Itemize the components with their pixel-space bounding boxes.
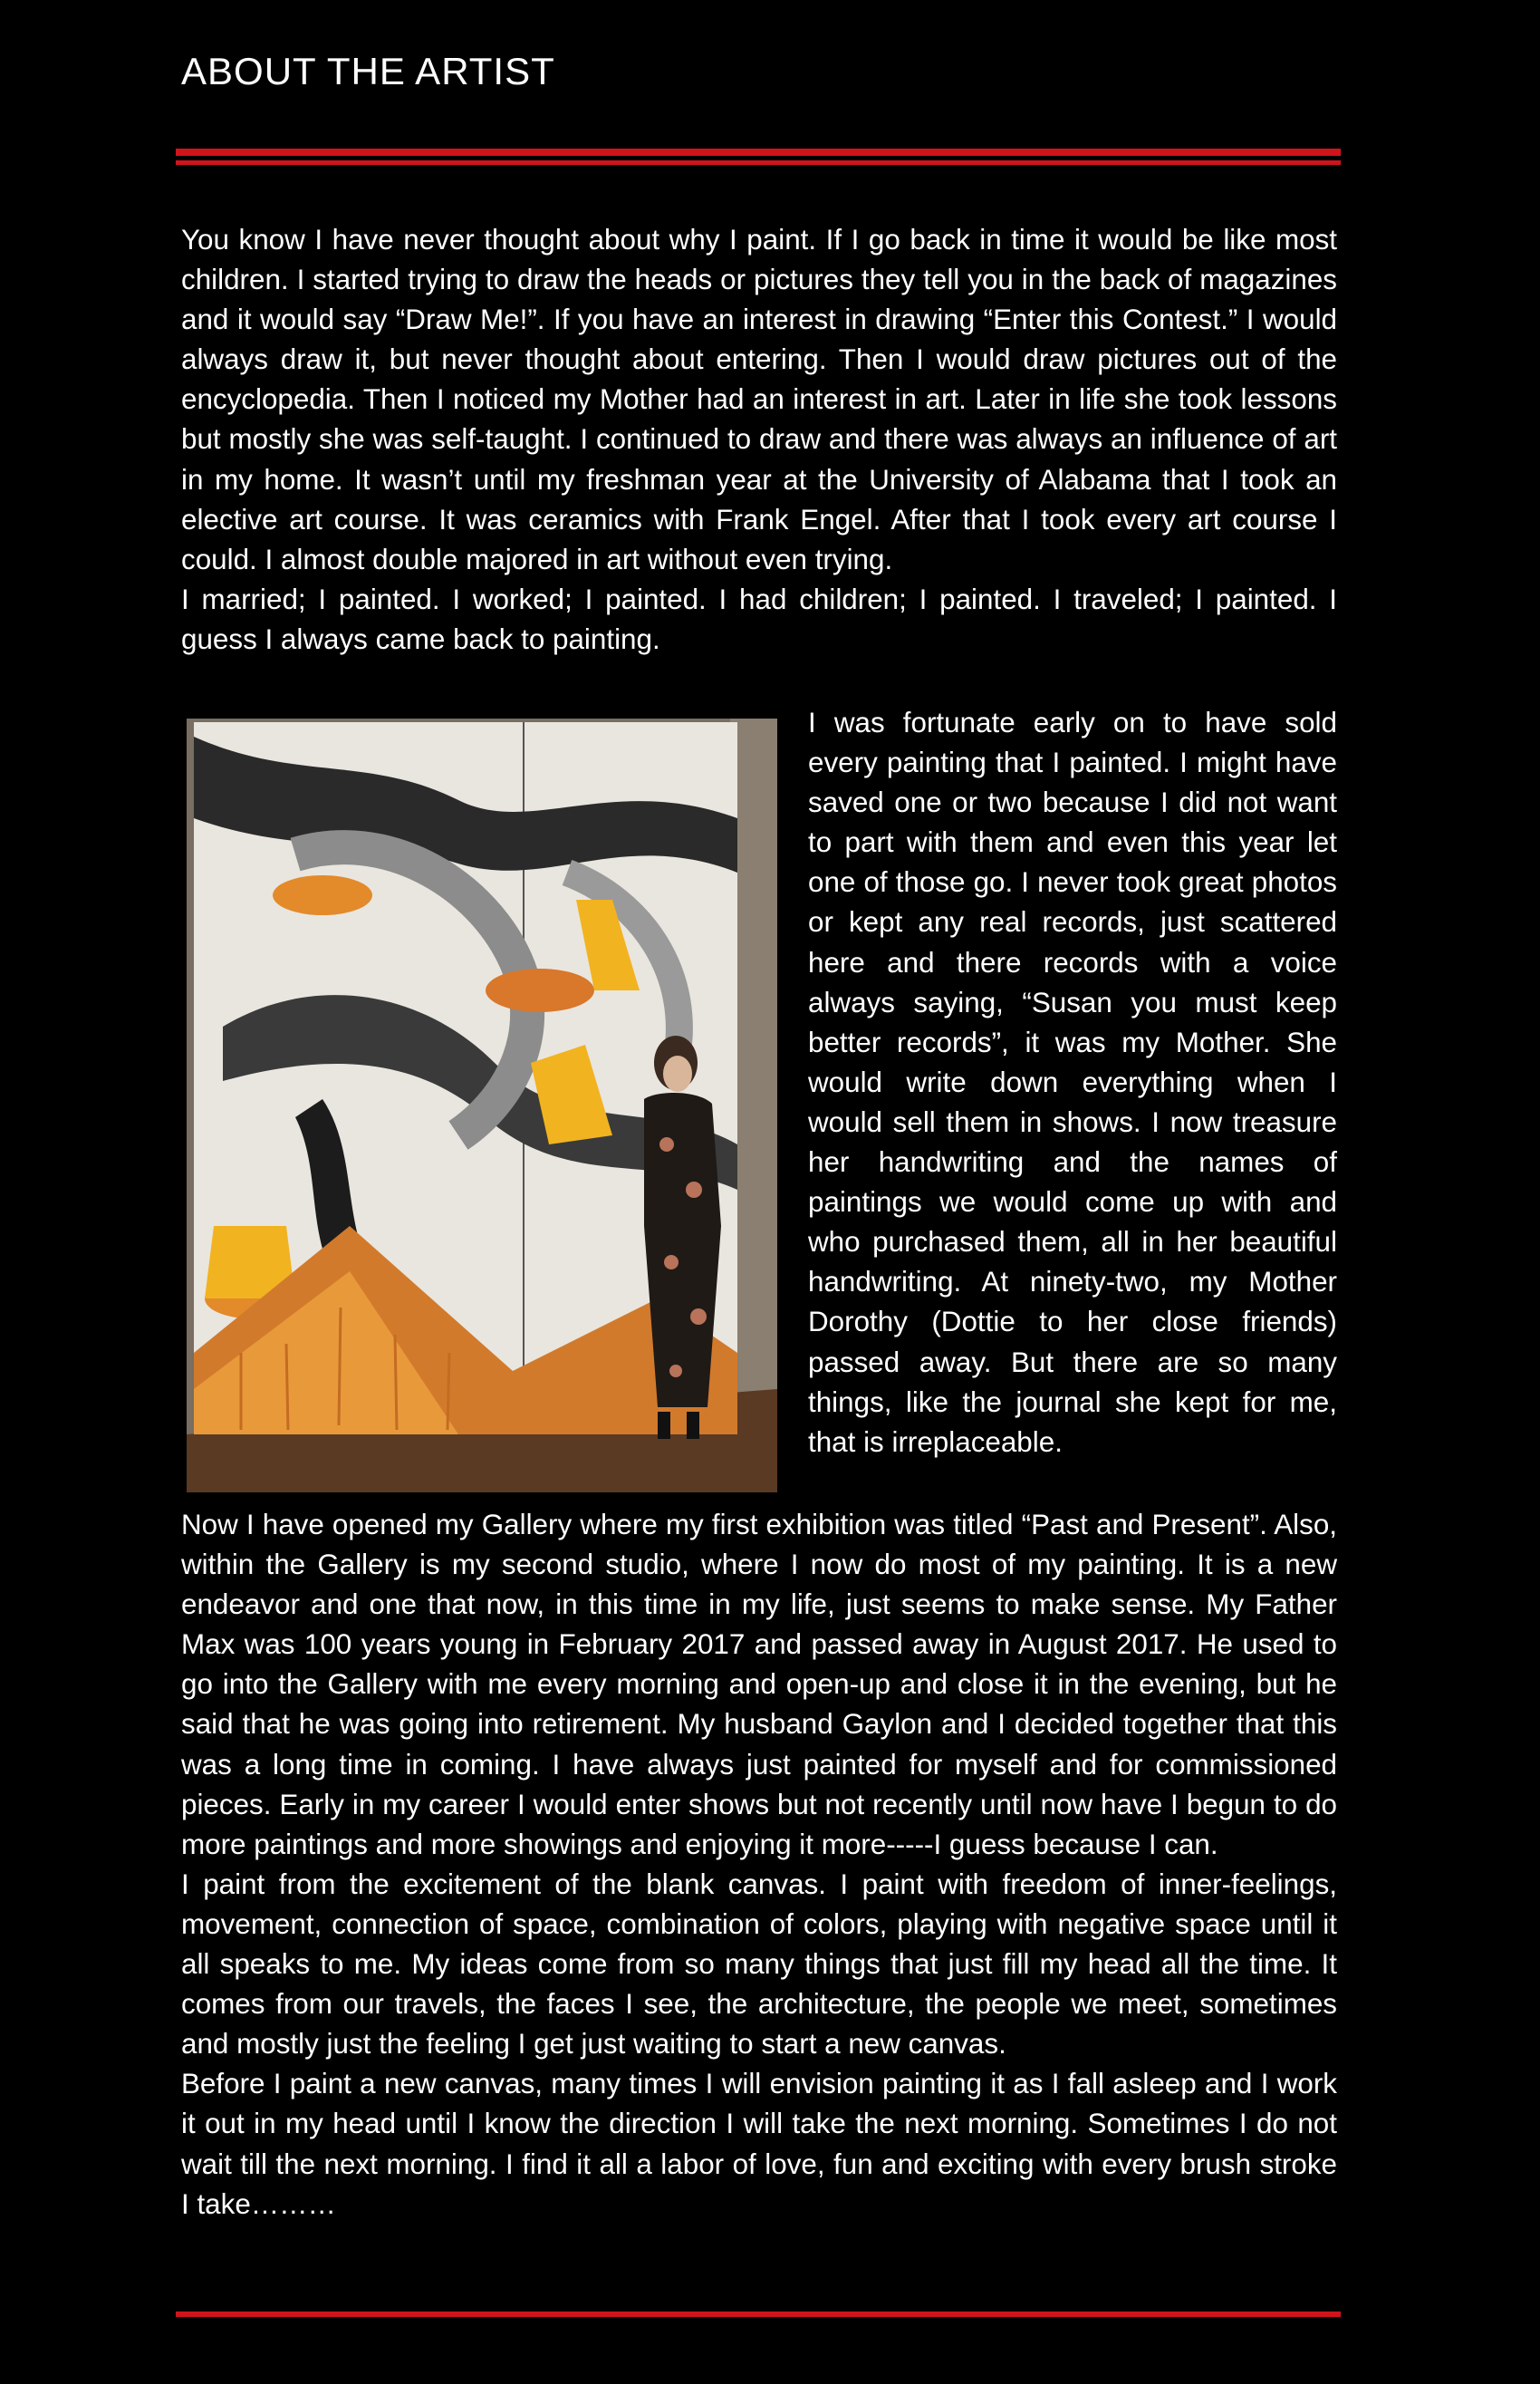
paragraph-always-painting: I married; I painted. I worked; I painted. I had children; I painted. I traveled; I painted. I guess I always came back to painting.: [181, 583, 1337, 655]
page-title: ABOUT THE ARTIST: [181, 50, 555, 92]
photo-illustration: [187, 719, 777, 1492]
gallery-text: [181, 1505, 1337, 2225]
paragraph-blank-canvas: I paint from the excitement of the blank canvas. I paint with freedom of inner-feelings, movement, connection of space, combination of colors, playing with negative space until it all speaks to me. My ideas come from so many things that just fill my head all the time. It comes from our travels, the faces I see, the architecture, the people we meet, sometimes and mostly just the feeling I get just waiting to start a new canvas.: [181, 1868, 1337, 2061]
paragraph-childhood: You know I have never thought about why I paint. If I go back in time it would be like most children. I started trying to draw the heads or pictures they tell you in the back of magazines and it would say “Draw Me!”. If you have an interest in drawing “Enter this Contest.” I would always draw it, but never thought about entering. Then I would draw pictures out of the encyclopedia. Then I noticed my Mother had an interest in art. Later in life she took lessons but mostly she was self-taught. I continued to draw and there was always an influence of art in my home. It wasn’t until my freshman year at the University of Alabama that I took an elective art course. It was ceramics with Frank Engel. After that I took every art course I could. I almost double majored in art without even trying.: [181, 224, 1337, 575]
paragraph-records: I was fortunate early on to have sold every painting that I painted. I might have saved one or two because I did not want to part with them and even this year let one of those go. I never took great photos or kept any real records, just scattered here and there records with a voice always saying, “Susan you must keep better records”, it was my Mother. She would write down everything when I would sell them in shows. I now treasure her handwriting and the names of paintings we would come up with and who purchased them, all in her beautiful handwriting. At ninety-two, my Mother Dorothy (Dottie to her close friends) passed away. But there are so many things, like the journal she kept for me, that is irreplaceable.: [808, 707, 1337, 1458]
artist-with-painting-photo: [187, 719, 777, 1492]
intro-text: [181, 220, 1337, 660]
paragraph-new-canvas: Before I paint a new canvas, many times I will envision painting it as I fall asleep and I work it out in my head until I know the direction I will take the next morning. Sometimes I do not wait till the next morning. I find it all a labor of love, fun and exciting with every brush stroke I take………: [181, 2068, 1337, 2220]
paragraph-gallery: Now I have opened my Gallery where my first exhibition was titled “Past and Present”. Also, within the Gallery is my second studio, where I now do most of my painting. It is a new endeavor and one that now, in this time in my life, just seems to make sense. My Father Max was 100 years young in February 2017 and passed away in August 2017. He used to go into the Gallery with me every morning and open-up and close it in the evening, but he said that he was going into retirement. My husband Gaylon and I decided together that this was a long time in coming. I have always just painted for myself and for commissioned pieces. Early in my career I would enter shows but not recently until now have I begun to do more paintings and more showings and enjoying it more-----I guess because I can.: [181, 1509, 1337, 1860]
header-rule-thin: [176, 160, 1341, 165]
footer-rule: [176, 2312, 1341, 2317]
header-rule-thick: [176, 149, 1341, 156]
